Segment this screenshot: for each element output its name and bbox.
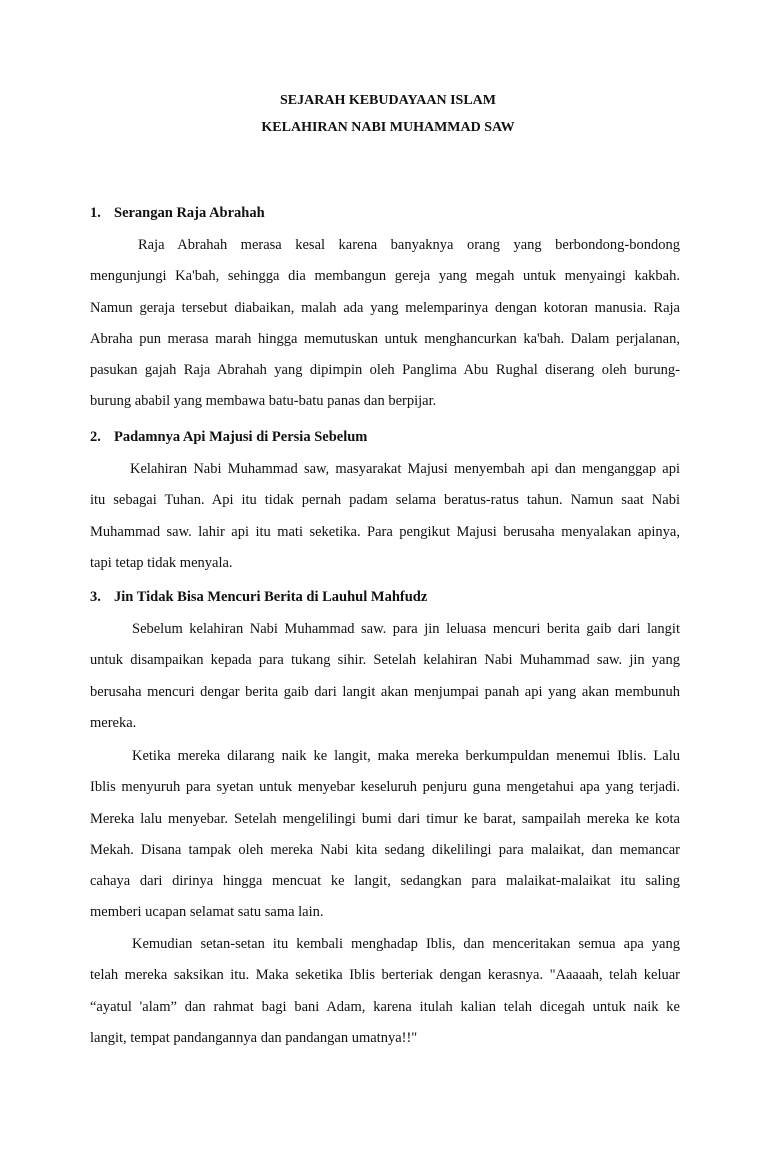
text-line: Sebelum kelahiran Nabi Muhammad saw. para jin leluasa mencuri berita gaib dari langit xyxy=(132,621,680,637)
document-title: SEJARAH KEBUDAYAAN ISLAM xyxy=(279,93,496,108)
text-line: cahaya dari dirinya hingga mencuat ke langit, sedangkan para malaikat-malaikat itu saling xyxy=(90,873,680,890)
text-line: burung ababil yang membawa batu-batu panas dan berpijar. xyxy=(90,393,437,410)
section-heading-2 xyxy=(90,427,680,447)
text-line: Mekah. Disana tampak oleh mereka Nabi kita sedang dikelilingi para malaikat, dan memancar xyxy=(90,841,680,858)
text-line: memberi ucapan selamat satu sama lain. xyxy=(90,904,324,921)
text-line: pasukan gajah Raja Abrahah yang dipimpin oleh Panglima Abu Rughal diserang oleh burung- xyxy=(90,362,680,379)
text-line: Kelahiran Nabi Muhammad saw, masyarakat Majusi menyembah api dan menganggap api xyxy=(130,461,680,477)
paragraph-1 xyxy=(90,230,680,418)
text-line: mereka. xyxy=(90,714,137,731)
section-heading-1 xyxy=(90,203,680,223)
section-title: Serangan Raja Abrahah xyxy=(114,205,265,221)
text-line: Namun geraja tersebut diabaikan, malah ada yang melemparinya dengan kotoran manusia. Raja xyxy=(90,299,680,316)
paragraph-3 xyxy=(90,614,680,739)
text-line: “ayatul 'alam” dan rahmat bagi bani Adam, karena itulah kalian telah dicegah untuk naik ke xyxy=(90,998,680,1015)
section-number: 3. xyxy=(90,589,101,605)
text-line: telah mereka saksikan itu. Maka seketika Iblis berteriak dengan kerasnya. "Aaaaah, telah keluar xyxy=(90,967,680,984)
paragraph-2 xyxy=(90,454,680,579)
text-line: berusaha mencuri dengar berita gaib dari langit akan menjumpai panah api yang akan membunuh xyxy=(90,683,680,700)
text-line: mengunjungi Ka'bah, sehingga dia membangun gereja yang megah untuk menyaingi kakbah. xyxy=(90,268,680,285)
section-title: Padamnya Api Majusi di Persia Sebelum xyxy=(114,429,368,445)
paragraph-4 xyxy=(90,741,680,929)
text-line: Muhammad saw. lahir api itu mati seketika. Para pengikut Majusi berusaha menyalakan apinya, xyxy=(90,523,680,540)
text-line: Abraha pun merasa marah hingga memutuskan untuk menghancurkan ka'bah. Dalam perjalanan, xyxy=(90,330,680,347)
text-line: Kemudian setan-setan itu kembali menghadap Iblis, dan menceritakan semua apa yang xyxy=(132,936,680,952)
text-line: Iblis menyuruh para syetan untuk menyebar keseluruh penjuru guna mengetahui apa yang terjadi. xyxy=(90,779,680,796)
section-title: Jin Tidak Bisa Mencuri Berita di Lauhul Mahfudz xyxy=(114,589,428,605)
text-line: untuk disampaikan kepada para tukang sihir. Setelah kelahiran Nabi Muhammad saw. jin yang xyxy=(90,652,680,669)
section-heading-3 xyxy=(90,587,680,607)
text-line: Mereka lalu menyebar. Setelah mengelilingi bumi dari timur ke barat, sampailah mereka ke kota xyxy=(90,810,680,827)
text-line: langit, tempat pandangannya dan pandangan umatnya!!" xyxy=(90,1029,418,1046)
text-line: tapi tetap tidak menyala. xyxy=(90,554,233,571)
section-number: 1. xyxy=(90,205,101,221)
paragraph-5 xyxy=(90,929,680,1054)
section-number: 2. xyxy=(90,429,101,445)
text-line: Raja Abrahah merasa kesal karena banyaknya orang yang berbondong-bondong xyxy=(138,237,680,253)
text-line: itu sebagai Tuhan. Api itu tidak pernah padam selama beratus-ratus tahun. Namun saat Nabi xyxy=(90,492,680,509)
document-subtitle: KELAHIRAN NABI MUHAMMAD SAW xyxy=(261,120,515,135)
text-line: Ketika mereka dilarang naik ke langit, maka mereka berkumpuldan menemui Iblis. Lalu xyxy=(132,748,680,764)
